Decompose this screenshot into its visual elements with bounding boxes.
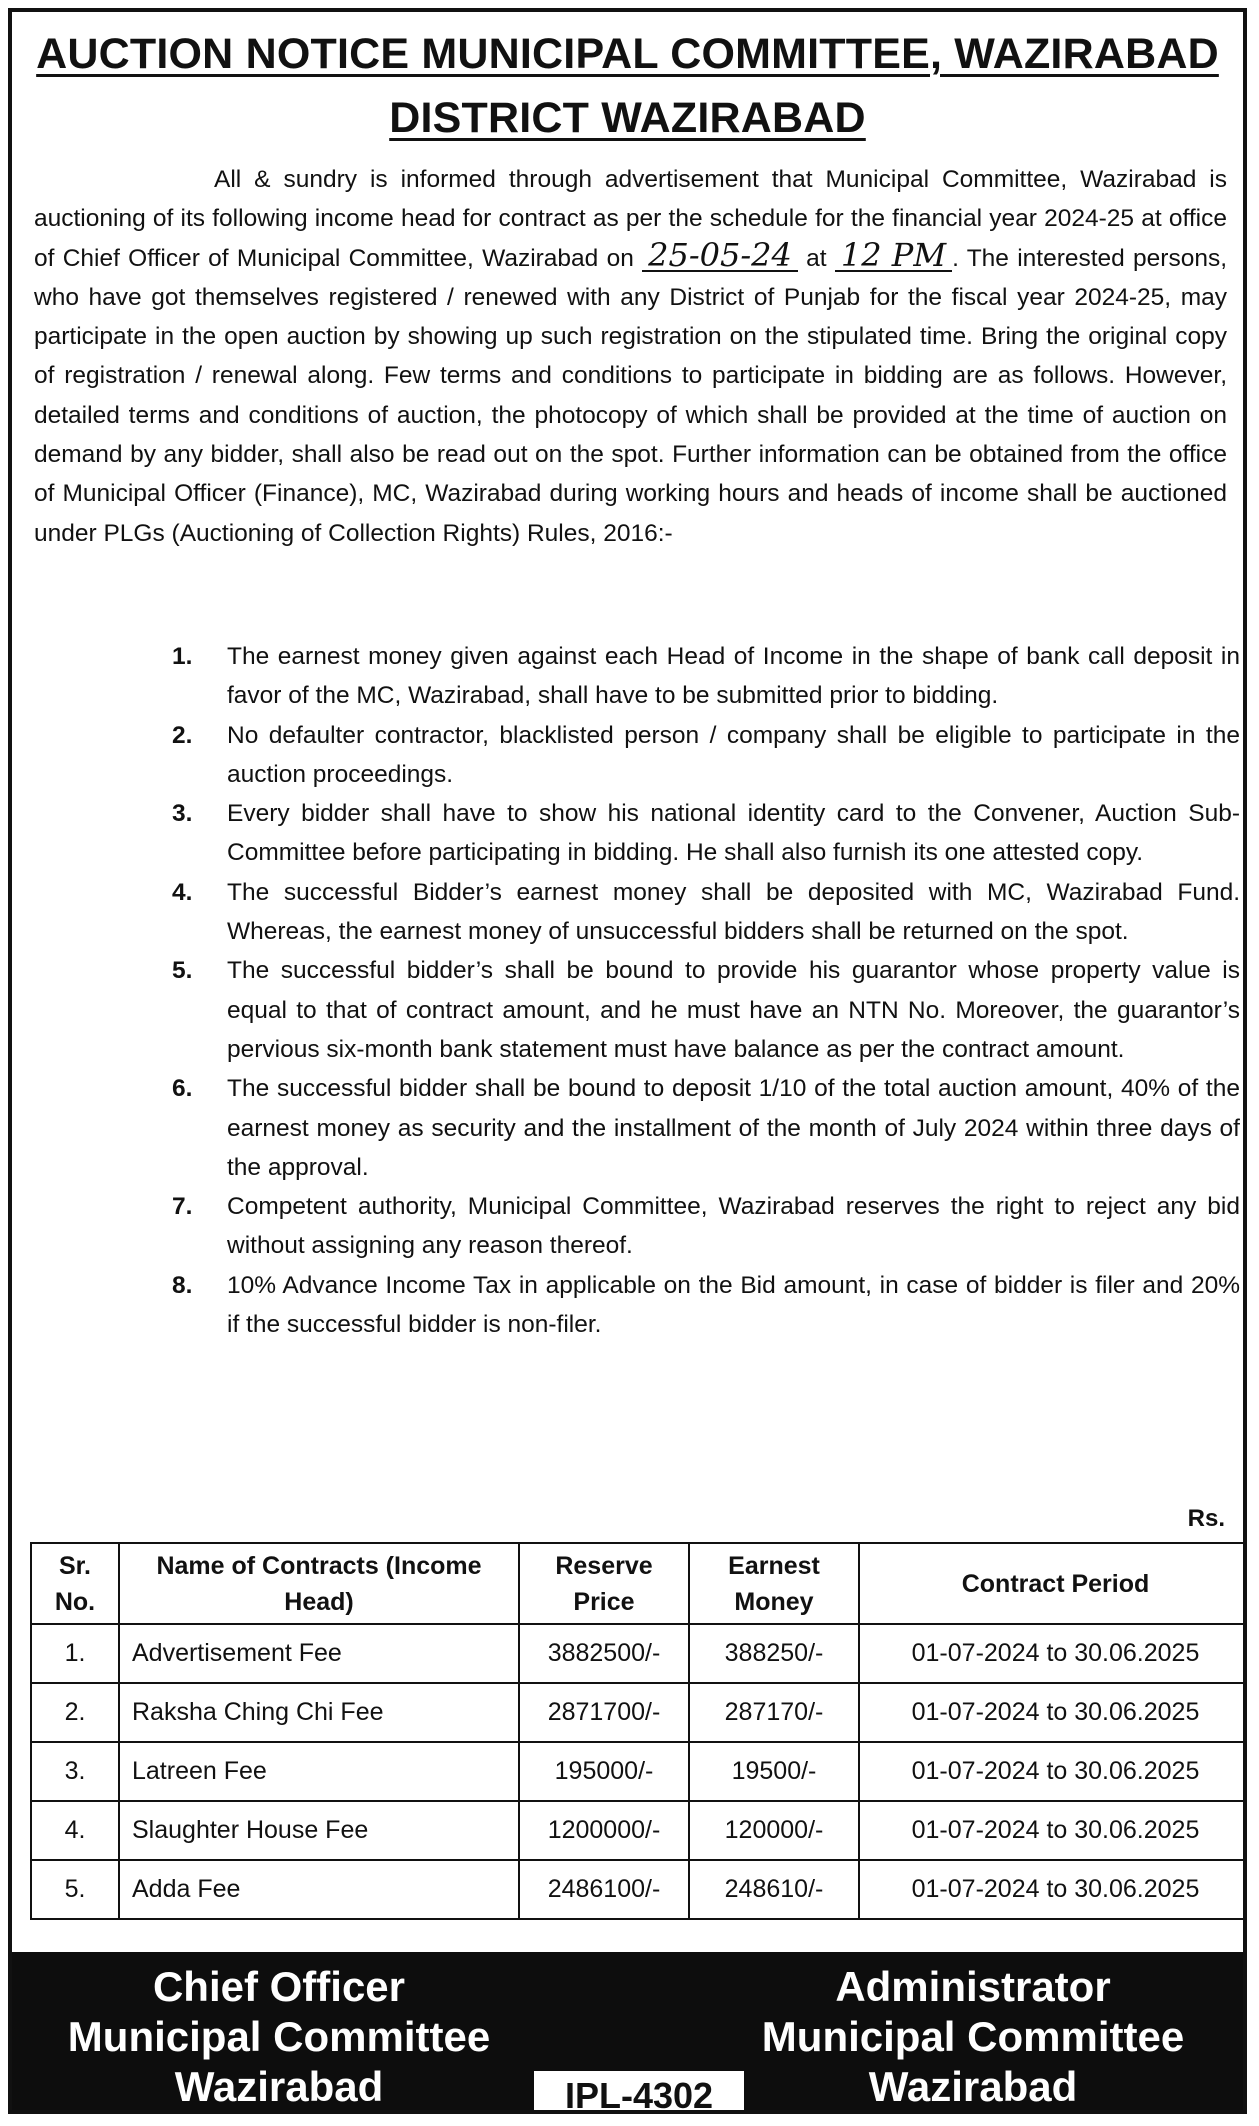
cell-sr: 3. [31,1742,119,1801]
term-number: 7. [172,1193,193,1221]
table-row [31,1624,1247,1683]
cell-earnest-money: 19500/- [689,1742,859,1801]
term-number: 3. [172,800,193,828]
signature-chief-officer [19,1962,539,2112]
auction-time-handwritten: 12 PM [835,240,952,272]
term-text: The successful bidder shall be bound to deposit 1/10 of the total auction amount, 40% of the earnest money as security and the installment of the month of July 2024 within three days of the approval. [227,1075,1240,1181]
term-text: No defaulter contractor, blacklisted person / company shall be eligible to participate in the auction proceedings. [227,721,1240,788]
term-item [172,637,1240,716]
term-text: Competent authority, Municipal Committee, Wazirabad reserves the right to reject any bid without assigning any reason thereof. [227,1193,1240,1260]
intro-paragraph [34,160,1227,553]
term-item [172,873,1240,952]
term-text: 10% Advance Income Tax in applicable on the Bid amount, in case of bidder is filer and 20% if the successful bidder is non-filer. [227,1271,1240,1339]
ipl-code-badge: IPL-4302 [534,2071,744,2114]
at-word: at [806,244,827,272]
cell-contract-period: 01-07-2024 to 30.06.2025 [859,1801,1247,1860]
signatory-office: Municipal Committee [67,2013,491,2060]
signature-administrator [713,1962,1233,2112]
header-sr-no: Sr. No. [31,1543,119,1624]
cell-sr: 1. [31,1624,119,1683]
cell-contract-name: Adda Fee [119,1860,519,1919]
cell-contract-name: Latreen Fee [119,1742,519,1801]
term-number: 5. [172,957,193,985]
cell-contract-period: 01-07-2024 to 30.06.2025 [859,1860,1247,1919]
term-number: 8. [172,1271,193,1299]
notice-title: AUCTION NOTICE MUNICIPAL COMMITTEE, WAZIRABAD [36,30,1219,78]
table-row [31,1860,1247,1919]
auction-date-handwritten: 25-05-24 [642,240,798,272]
signatory-office: Municipal Committee [761,2013,1185,2060]
cell-contract-period: 01-07-2024 to 30.06.2025 [859,1624,1247,1683]
cell-reserve-price: 3882500/- [519,1624,689,1683]
table-row [31,1742,1247,1801]
cell-reserve-price: 2871700/- [519,1683,689,1742]
signatory-title: Chief Officer [152,1963,406,2010]
auction-table [30,1542,1247,1920]
term-text: The successful Bidder’s earnest money shall be deposited with MC, Wazirabad Fund. Whereas, the earnest money of unsuccessful bidders shall be returned on the spot. [227,878,1240,946]
term-number: 1. [172,643,193,670]
header-contract-name: Name of Contracts (Income Head) [119,1543,519,1624]
term-item [172,1187,1240,1266]
currency-label: Rs. [1187,1505,1225,1532]
table-header-row [31,1543,1247,1624]
term-text: The successful bidder’s shall be bound to provide his guarantor whose property value is equal to that of contract amount, and he must have an NTN No. Moreover, the guarantor’s pervious six-month bank statement must have balance as per the contract amount. [227,957,1240,1063]
term-number: 2. [172,721,193,749]
intro-text-part1: All & sundry is informed through advertisement that Municipal Committee, Wazirabad is auctioning of its following income head for contract as per the schedule for the financial year 2024-25 at office of Chief Officer of Municipal Committee, Wazirabad on [34,166,1227,272]
cell-reserve-price: 1200000/- [519,1801,689,1860]
term-text: The earnest money given against each Head of Income in the shape of bank call deposit in favor of the MC, Wazirabad, shall have to be submitted prior to bidding. [227,643,1240,710]
intro-text-part2: . The interested persons, who have got themselves registered / renewed with any District of Punjab for the fiscal year 2024-25, may participate in the open auction by showing up such registration on the stipulated time. Bring the original copy of registration / renewal along. Few terms and conditions to participate in bidding are as follows. However, detailed terms and conditions of auction, the photocopy of which shall be provided at the time of auction on demand by any bidder, shall also be read out on the spot. Further information can be obtained from the office of Municipal Officer (Finance), MC, Wazirabad during working hours and heads of income shall be auctioned under PLGs (Auctioning of Collection Rights) Rules, 2016:- [34,244,1228,547]
cell-contract-name: Advertisement Fee [119,1624,519,1683]
cell-contract-name: Slaughter House Fee [119,1801,519,1860]
table-row [31,1801,1247,1860]
term-number: 6. [172,1075,193,1103]
term-item [172,1266,1240,1345]
term-item [172,794,1240,873]
table-row [31,1683,1247,1742]
signatory-title: Administrator [835,1963,1111,2010]
cell-sr: 5. [31,1860,119,1919]
signatory-city: Wazirabad [868,2063,1078,2110]
cell-earnest-money: 120000/- [689,1801,859,1860]
header-contract-period: Contract Period [859,1543,1247,1624]
cell-sr: 2. [31,1683,119,1742]
cell-earnest-money: 388250/- [689,1624,859,1683]
cell-contract-period: 01-07-2024 to 30.06.2025 [859,1683,1247,1742]
notice-subtitle: DISTRICT WAZIRABAD [389,94,866,142]
term-text: Every bidder shall have to show his national identity card to the Convener, Auction Sub-Committee before participating in bidding. He shall also furnish its one attested copy. [227,800,1240,867]
cell-contract-period: 01-07-2024 to 30.06.2025 [859,1742,1247,1801]
cell-earnest-money: 287170/- [689,1683,859,1742]
cell-reserve-price: 2486100/- [519,1860,689,1919]
term-item [172,1069,1240,1187]
cell-earnest-money: 248610/- [689,1860,859,1919]
cell-contract-name: Raksha Ching Chi Fee [119,1683,519,1742]
signatory-city: Wazirabad [174,2063,384,2110]
header-earnest-money: Earnest Money [689,1543,859,1624]
signature-footer [12,1952,1243,2114]
terms-list [172,637,1240,1344]
term-item [172,951,1240,1069]
term-item [172,716,1240,795]
term-number: 4. [172,878,193,906]
notice-frame [8,8,1247,2114]
cell-reserve-price: 195000/- [519,1742,689,1801]
cell-sr: 4. [31,1801,119,1860]
header-reserve-price: Reserve Price [519,1543,689,1624]
